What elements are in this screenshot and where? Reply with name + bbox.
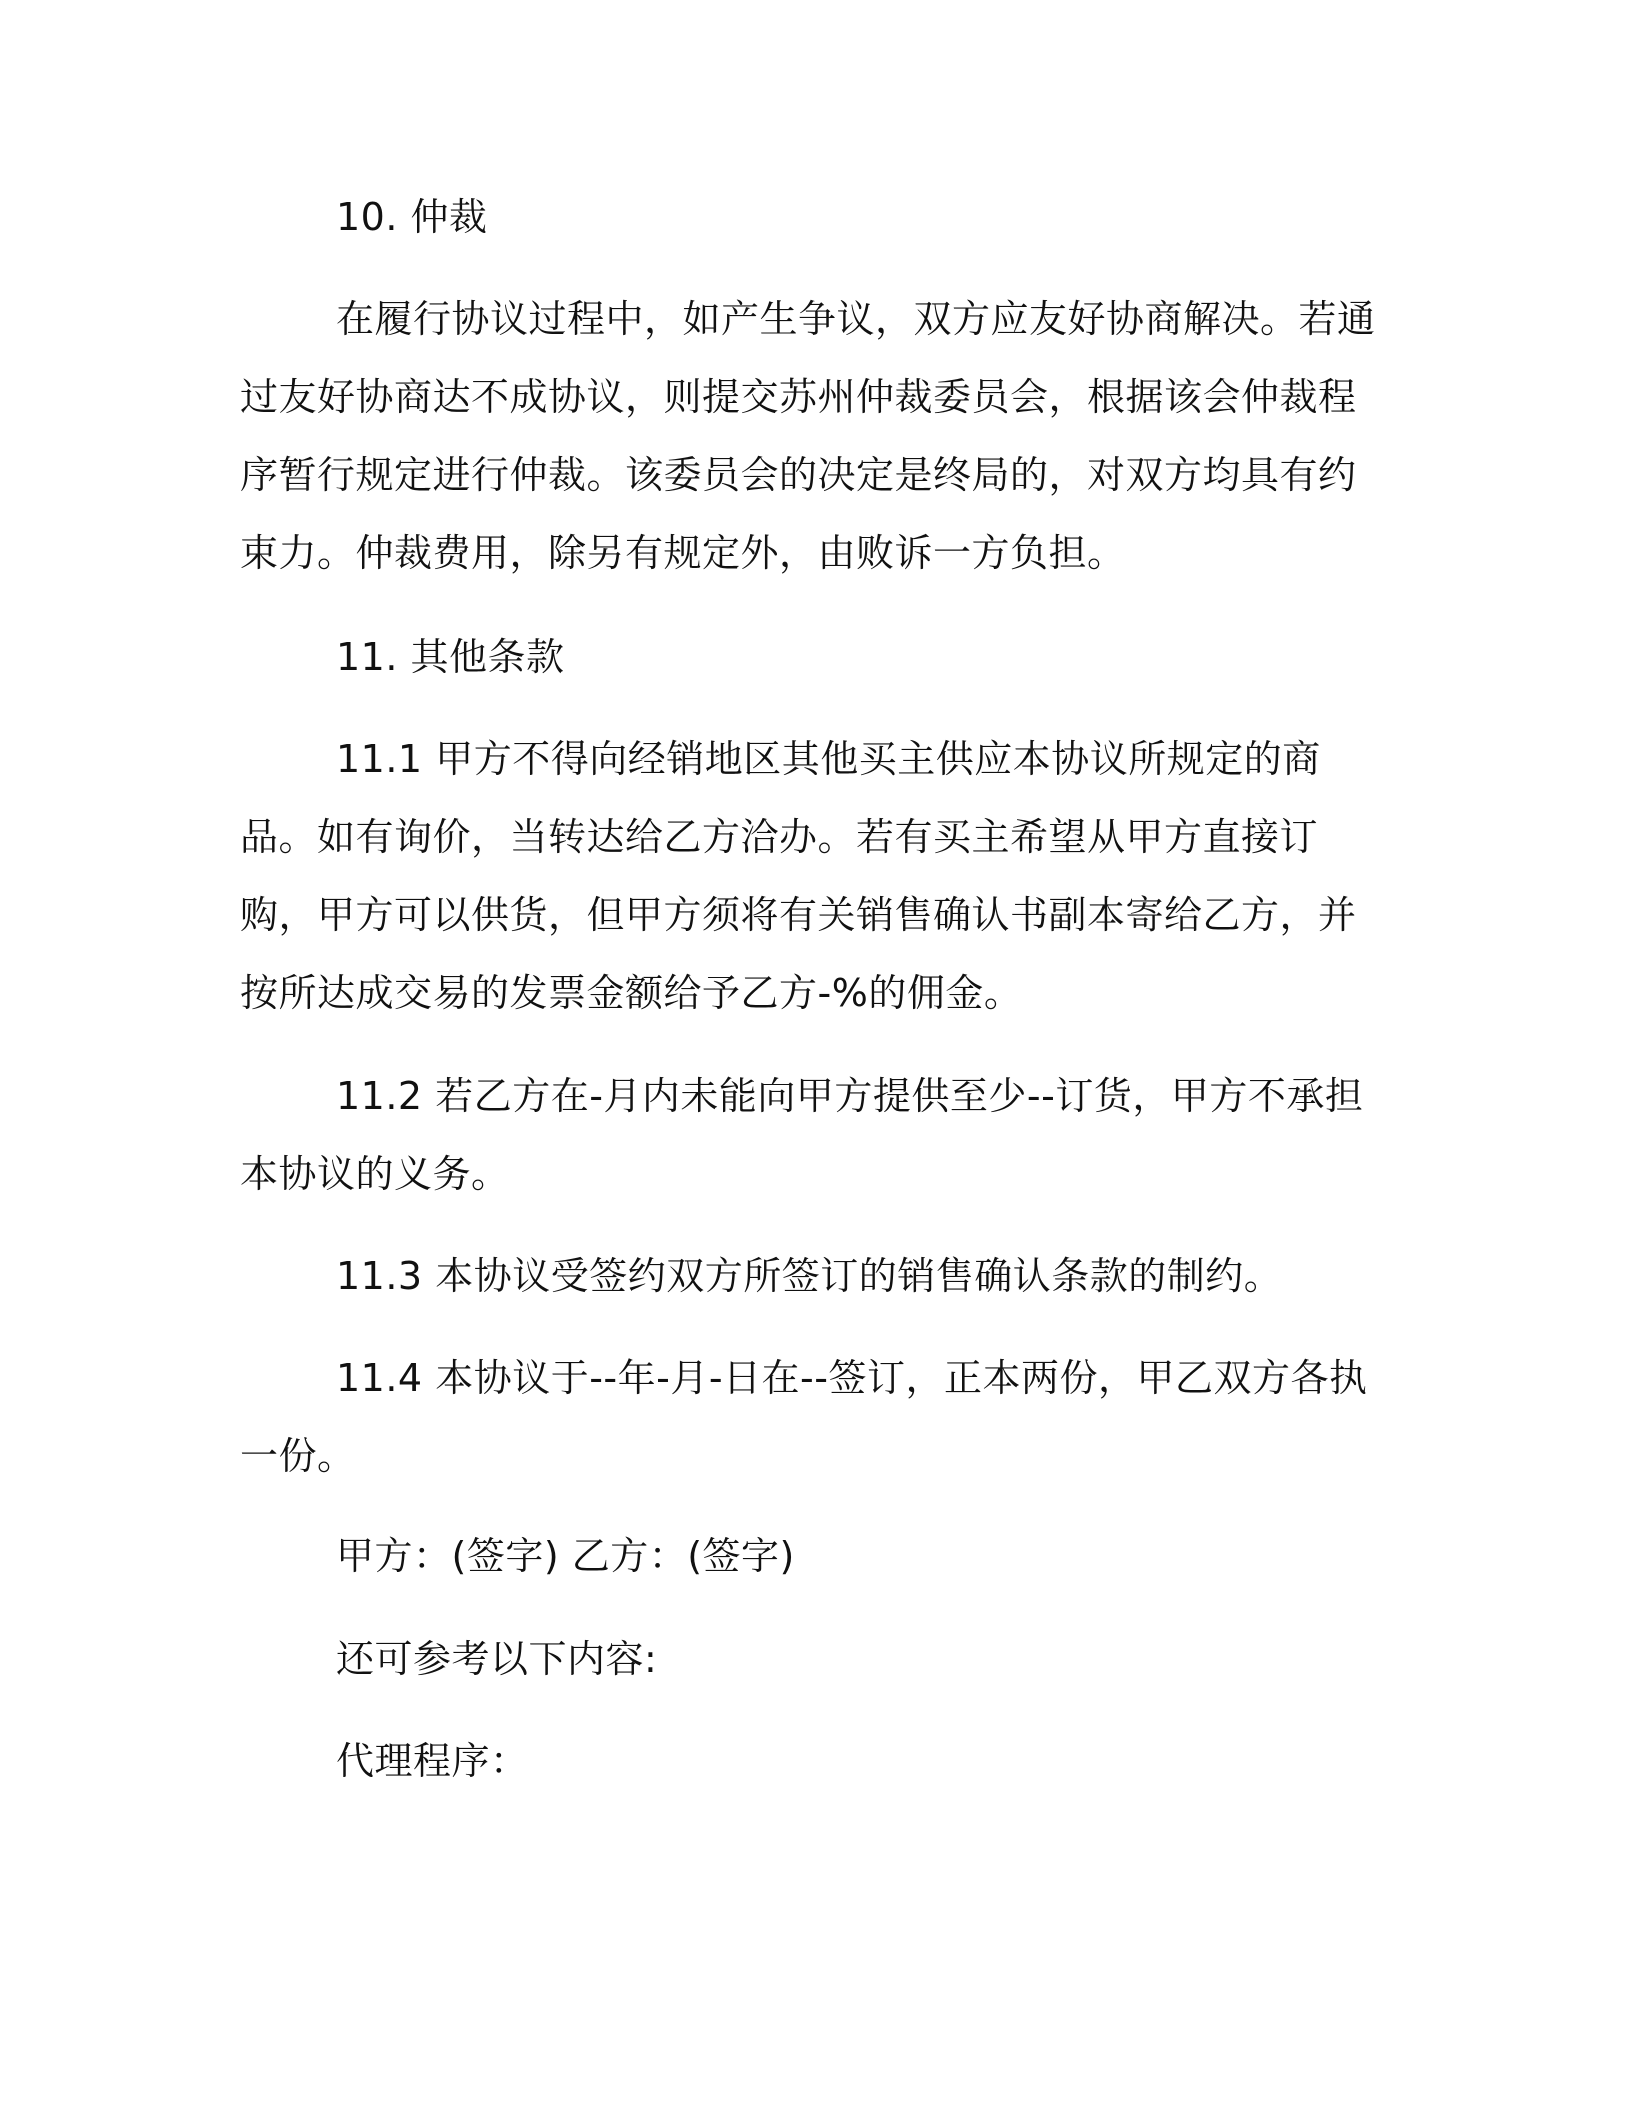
section-10-heading: 10. 仲裁: [336, 195, 488, 239]
agency-procedure-heading: 代理程序：: [336, 1739, 529, 1783]
clause-11-2: 11.2 若乙方在-月内未能向甲方提供至少--订货，甲方不承担本协议的义务。: [240, 1074, 1364, 1196]
clause-11-1: 11.1 甲方不得向经销地区其他买主供应本协议所规定的商品。如有询价，当转达给乙方洽办。若有买主希望从甲方直接订购，甲方可以供货，但甲方须将有关销售确认书副本寄给乙方，并按所达成交易的发票金额给予乙方-%的佣金。: [240, 737, 1357, 1015]
section-10-body: 在履行协议过程中，如产生争议，双方应友好协商解决。若通过友好协商达不成协议，则提交苏州仲裁委员会，根据该会仲裁程序暂行规定进行仲裁。该委员会的决定是终局的，对双方均具有约束力。仲裁费用，除另有规定外，由败诉一方负担。: [240, 297, 1376, 575]
reference-note: 还可参考以下内容:: [336, 1637, 658, 1681]
clause-11-3: 11.3 本协议受签约双方所签订的销售确认条款的制约。: [336, 1254, 1283, 1298]
signature-line: 甲方：(签字) 乙方：(签字): [336, 1534, 795, 1578]
section-11-heading: 11. 其他条款: [336, 635, 565, 679]
clause-11-4: 11.4 本协议于--年-月-日在--签订，正本两份，甲乙双方各执一份。: [240, 1356, 1368, 1478]
